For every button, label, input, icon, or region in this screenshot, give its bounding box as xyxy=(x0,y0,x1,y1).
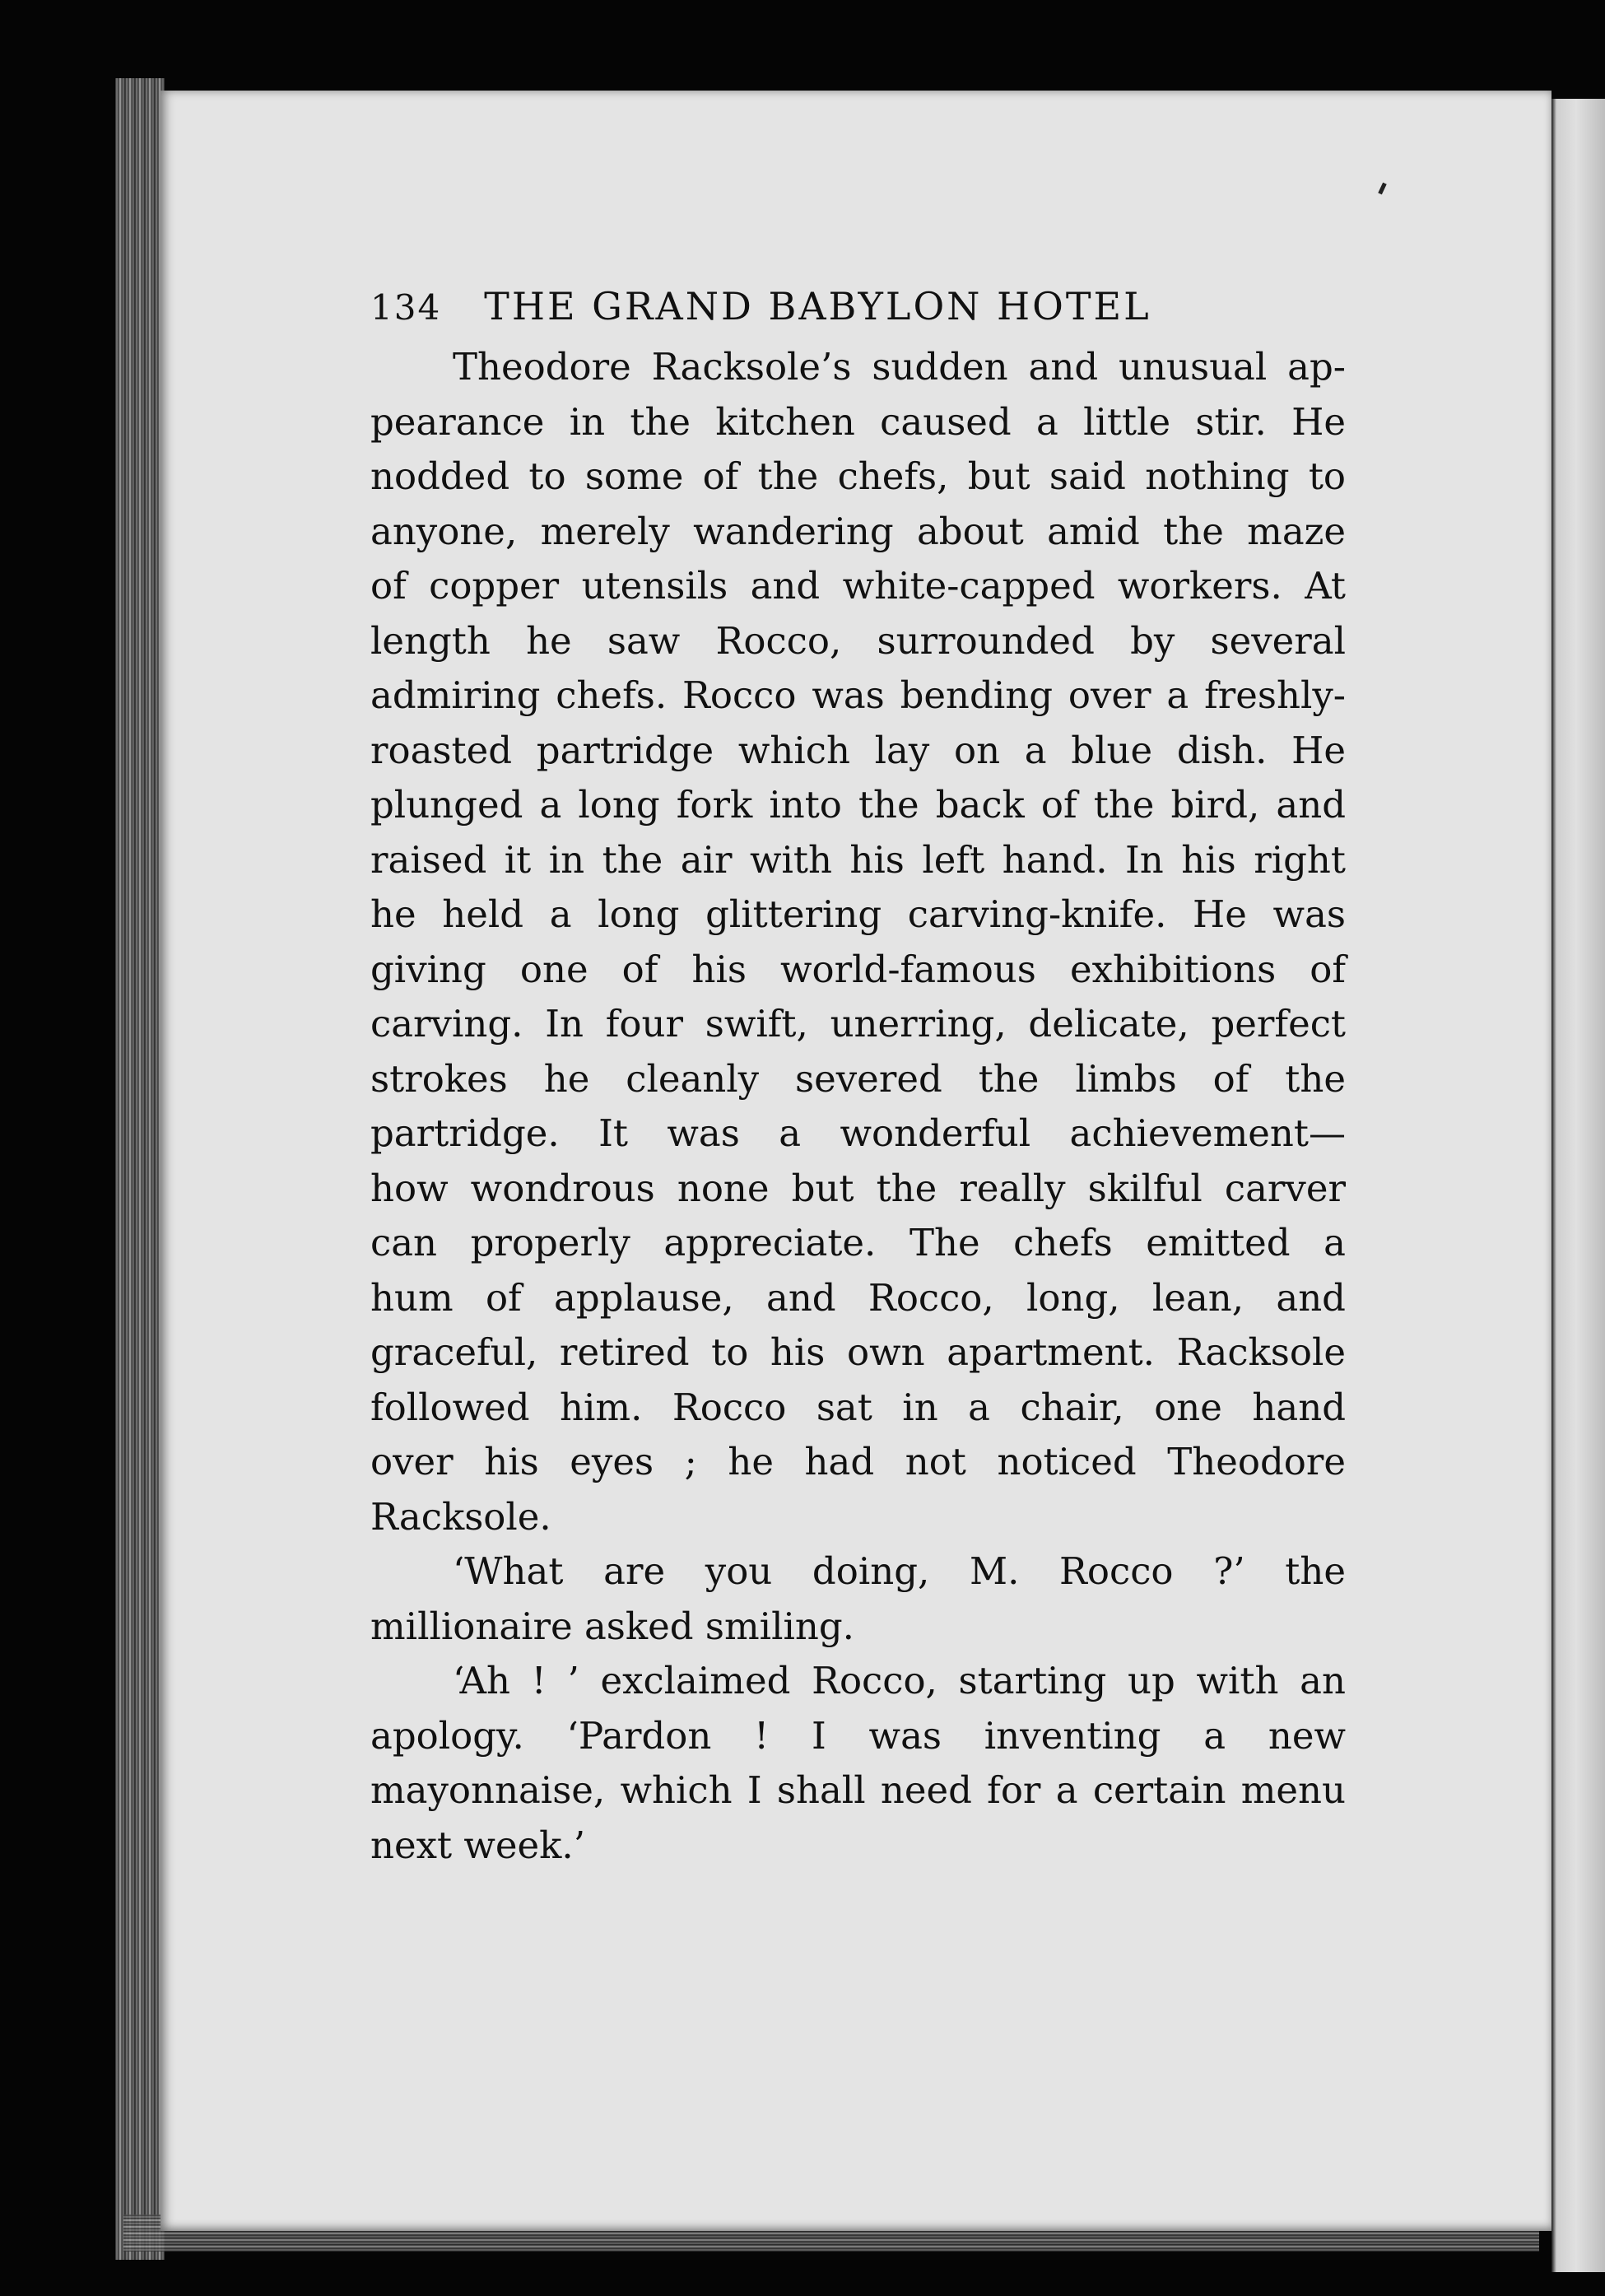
book-title-heading: THE GRAND BABYLON HOTEL xyxy=(484,284,1151,328)
text-line: giving one of his world-famous exhibitions of xyxy=(370,947,1346,991)
text-line: over his eyes ; he had not noticed Theodore xyxy=(370,1440,1346,1483)
running-head xyxy=(370,284,1346,328)
text-line: strokes he cleanly severed the limbs of the xyxy=(370,1056,1346,1101)
text-line: Racksole. xyxy=(370,1494,551,1539)
page-number: 134 xyxy=(370,287,442,328)
book-page-edges xyxy=(115,78,165,2260)
text-line: ‘Ah ! ’ exclaimed Rocco, starting up with an xyxy=(453,1659,1346,1702)
facing-page-edge xyxy=(1552,99,1605,2272)
text-line: can properly appreciate. The chefs emitted a xyxy=(370,1221,1346,1264)
text-line: ‘What are you doing, M. Rocco ?’ the xyxy=(453,1549,1346,1593)
text-line: carving. In four swift, unerring, delicate, perfect xyxy=(370,1002,1346,1046)
text-line: length he saw Rocco, surrounded by several xyxy=(370,618,1346,663)
text-line: hum of applause, and Rocco, long, lean, and xyxy=(370,1275,1346,1320)
text-line: followed him. Rocco sat in a chair, one hand xyxy=(370,1385,1346,1429)
text-line: roasted partridge which lay on a blue dish. He xyxy=(370,728,1346,772)
text-line: graceful, retired to his own apartment. Racksole xyxy=(370,1330,1346,1374)
text-line: partridge. It was a wonderful achievement— xyxy=(370,1111,1346,1155)
text-line: Theodore Racksole’s sudden and unusual ap- xyxy=(453,345,1346,389)
text-line: apology. ‘Pardon ! I was inventing a new xyxy=(370,1713,1346,1758)
text-line: how wondrous none but the really skilful carver xyxy=(370,1166,1346,1210)
text-line: next week.’ xyxy=(370,1823,586,1867)
body-text xyxy=(370,340,1346,1873)
text-block xyxy=(370,284,1346,1873)
text-line: anyone, merely wandering about amid the maze xyxy=(370,509,1346,553)
text-line: he held a long glittering carving-knife. He was xyxy=(370,892,1346,936)
text-line: millionaire asked smiling. xyxy=(370,1604,854,1648)
text-line: raised it in the air with his left hand. In his right xyxy=(370,837,1346,882)
text-line: nodded to some of the chefs, but said nothing to xyxy=(370,454,1346,498)
text-line: of copper utensils and white-capped workers. At xyxy=(370,564,1346,608)
text-line: admiring chefs. Rocco was bending over a freshly- xyxy=(370,673,1346,717)
text-line: plunged a long fork into the back of the bird, and xyxy=(370,783,1346,827)
text-line: mayonnaise, which I shall need for a certain menu xyxy=(370,1768,1346,1812)
text-line: pearance in the kitchen caused a little stir. He xyxy=(370,399,1346,444)
